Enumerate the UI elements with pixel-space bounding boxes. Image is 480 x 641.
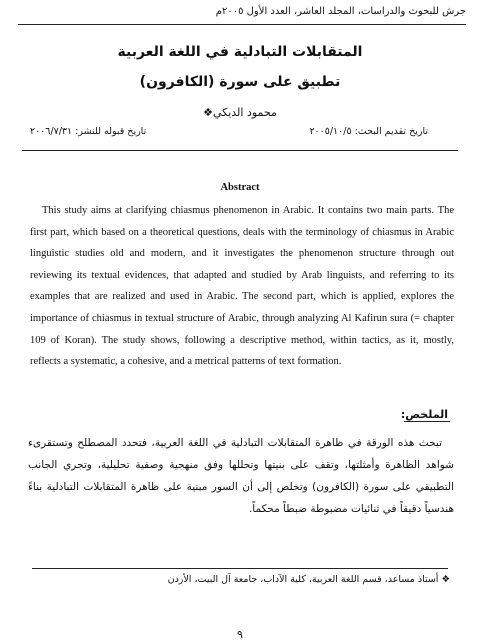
footnote-divider xyxy=(32,568,448,569)
running-head: جرش للبحوث والدراسات، المجلد العاشر، العدد الأول ٢٠٠٥م xyxy=(215,6,466,17)
author-affiliation-footnote xyxy=(168,574,450,585)
arabic-summary-underline xyxy=(404,421,450,422)
author-line xyxy=(0,106,480,119)
paper-title: المتقابلات التبادلية في اللغة العربية xyxy=(117,44,363,60)
page-number: ٩ xyxy=(237,628,243,641)
author-name: محمود الديكي xyxy=(212,106,277,119)
acceptance-date: تاريخ قبوله للنشر: ٢٠٠٦/٧/٣١ xyxy=(30,126,147,137)
paper-subtitle: تطبيق على سورة (الكافرون) xyxy=(139,74,341,90)
arabic-summary-text: تبحث هذه الورقة في ظاهرة المتقابلات التبادلية في اللغة العربية، فتحدد المصطلح وتستقرىء شواهد الظاهرة وأمثلتها، وتقف على بنيتها وتحللها وفق منهجية وصفية تحليلية، وتجري الجانب التطبيقي على سورة (الكافرون) وتخلص إلى أن السور مبنية على ظاهرة المتقابلات التبادلية بناءً هندسياً دقيقاً في ثنائيات مضبوطة ضبطاً محكماً. xyxy=(28,437,454,515)
abstract-text: This study aims at clarifying chiasmus phenomenon in Arabic. It contains two main parts. The first part, which based on a theoretical questions, deals with the terminology of chiasmus in Arabic linguistic studies old and modern, and it investigates the phenomenon structure through out reviewing its textual evidences, that adapted and studied by Arab linguists, and referring to its examples that are realized and used in Arabic. The second part, which is applied, explores the importance of chiasmus in textual structure of Arabic, through analyzing Al Kafirun sura (= chapter 109 of Koran). The study shows, following a descriptive method, within tactics, as it, mostly, reflects a systematic, a cohesive, and a metrical patterns of text formation. xyxy=(30,205,454,368)
arabic-summary-heading: الملخص: xyxy=(400,408,448,421)
metadata-divider xyxy=(22,150,458,151)
footnote-mark: ❖ xyxy=(441,574,450,585)
header-divider xyxy=(18,24,466,25)
footnote-text: أستاذ مساعد، قسم اللغة العربية، كلية الآداب، جامعة آل البيت، الأردن xyxy=(167,574,439,585)
abstract-heading: Abstract xyxy=(220,182,260,193)
author-footnote-mark: ❖ xyxy=(203,106,213,119)
submission-date: تاريخ تقديم البحث: ٢٠٠٥/١٠/٥ xyxy=(309,126,428,137)
